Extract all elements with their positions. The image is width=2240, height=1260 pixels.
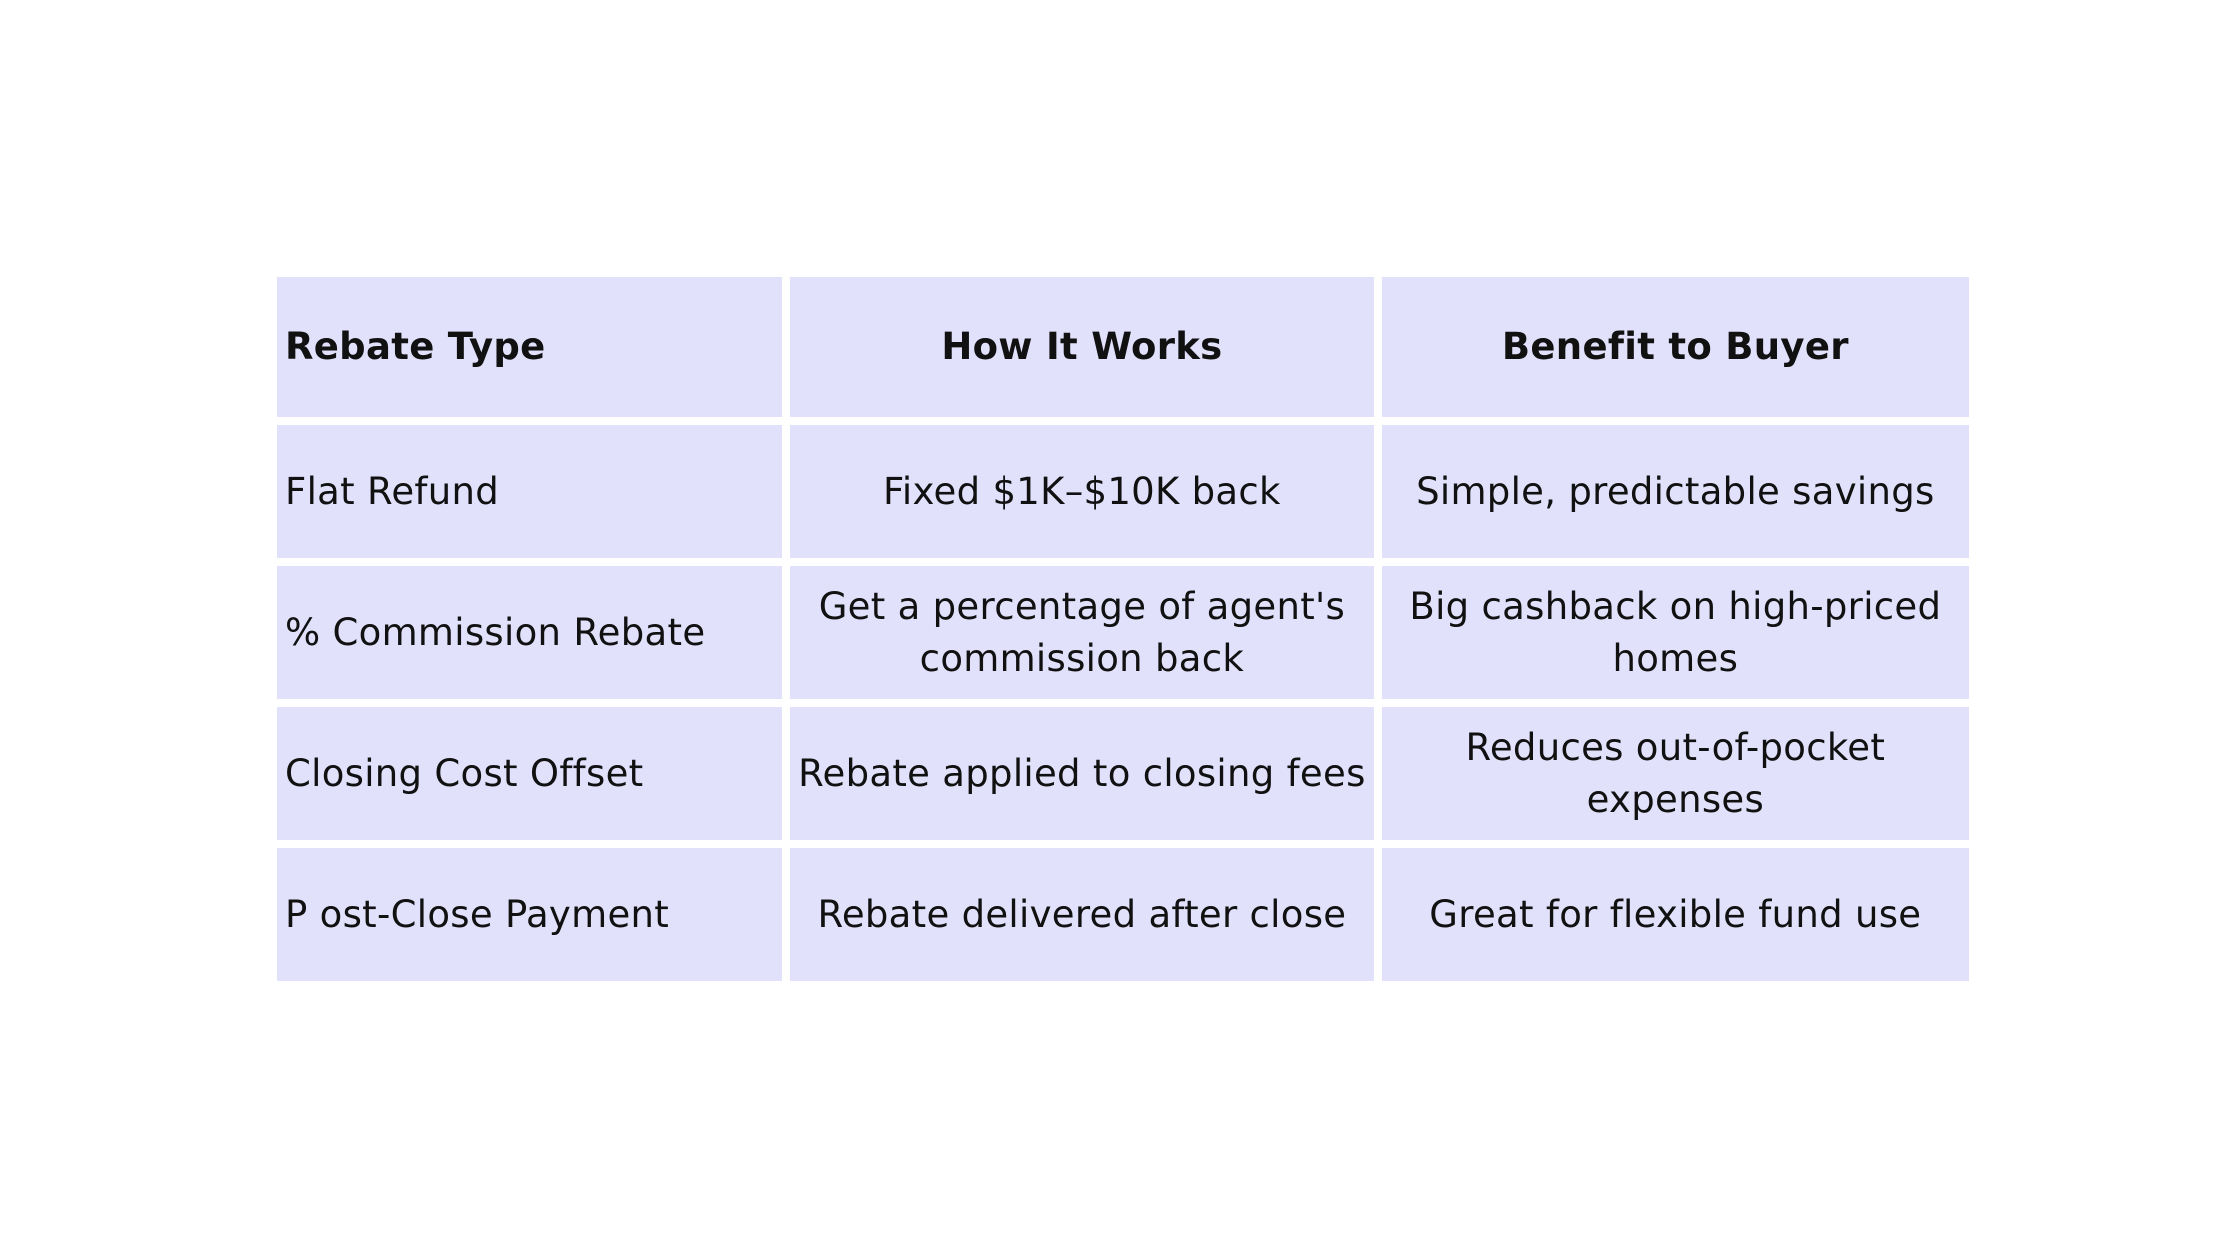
benefit-cell: Great for flexible fund use	[1382, 848, 1969, 981]
benefit-cell: Simple, predictable savings	[1382, 425, 1969, 558]
table-row	[277, 707, 1969, 840]
header-rebate-type: Rebate Type	[277, 277, 782, 417]
how-it-works-cell: Rebate delivered after close	[790, 848, 1374, 981]
table-header-row	[277, 277, 1969, 417]
how-it-works-cell: Fixed $1K–$10K back	[790, 425, 1374, 558]
benefit-cell: Reduces out-of-pocket expenses	[1382, 707, 1969, 840]
rebate-type-cell: Flat Refund	[277, 425, 782, 558]
benefit-cell: Big cashback on high-priced homes	[1382, 566, 1969, 699]
how-it-works-cell: Get a percentage of agent's commission back	[790, 566, 1374, 699]
how-it-works-cell: Rebate applied to closing fees	[790, 707, 1374, 840]
table-row	[277, 425, 1969, 558]
table-row	[277, 566, 1969, 699]
rebate-type-cell: P ost-Close Payment	[277, 848, 782, 981]
header-how-it-works: How It Works	[790, 277, 1374, 417]
rebate-type-cell: % Commission Rebate	[277, 566, 782, 699]
table-row	[277, 848, 1969, 981]
header-benefit-to-buyer: Benefit to Buyer	[1382, 277, 1969, 417]
rebate-comparison-table	[269, 269, 1977, 989]
rebate-type-cell: Closing Cost Offset	[277, 707, 782, 840]
